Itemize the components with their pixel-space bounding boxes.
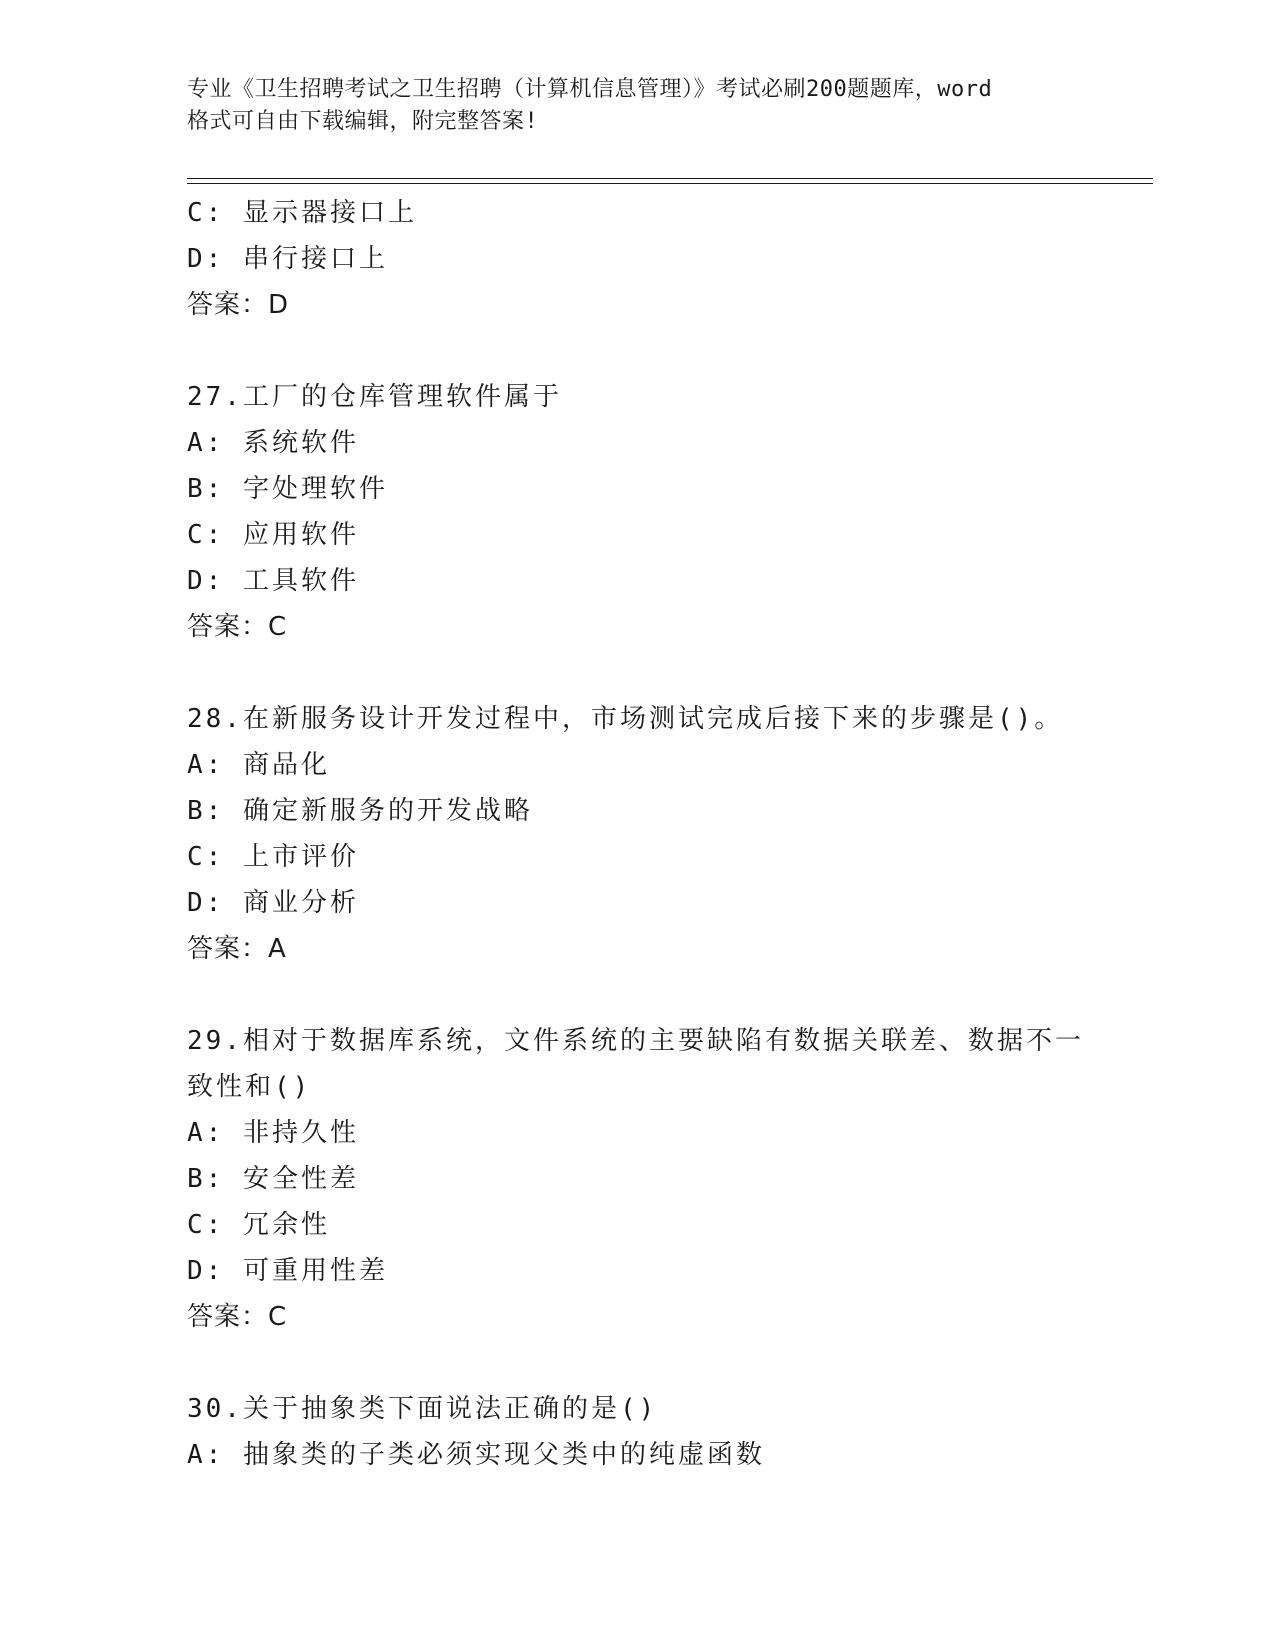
option-d: D: 工具软件	[187, 566, 359, 596]
option-b: B: 确定新服务的开发战略	[187, 796, 533, 826]
header-title-line-1: 专业《卫生招聘考试之卫生招聘（计算机信息管理）》考试必刷200题题库，word	[187, 77, 993, 102]
option-d: D: 串行接口上	[187, 244, 388, 274]
question-27	[187, 374, 1087, 650]
spacer	[187, 650, 1087, 696]
spacer	[187, 328, 1087, 374]
option-d: D: 商业分析	[187, 888, 359, 918]
question-stem-line-1: 29.相对于数据库系统，文件系统的主要缺陷有数据关联差、数据不一	[187, 1026, 1084, 1056]
question-26-tail	[187, 190, 1087, 328]
answer-line: 答案：D	[187, 290, 290, 320]
header-divider-bottom	[187, 183, 1153, 184]
question-list	[187, 190, 1087, 1478]
header-title-line-2: 格式可自由下载编辑，附完整答案!	[187, 109, 539, 134]
header-divider-top	[187, 178, 1153, 179]
option-c: C: 上市评价	[187, 842, 359, 872]
option-c: C: 应用软件	[187, 520, 359, 550]
option-a: A: 非持久性	[187, 1118, 359, 1148]
question-stem-line-2: 致性和()	[187, 1072, 312, 1102]
question-stem: 28.在新服务设计开发过程中，市场测试完成后接下来的步骤是()。	[187, 704, 1064, 734]
question-30	[187, 1386, 1087, 1478]
spacer	[187, 972, 1087, 1018]
question-stem: 27.工厂的仓库管理软件属于	[187, 382, 562, 412]
question-29	[187, 1018, 1087, 1340]
option-b: B: 安全性差	[187, 1164, 359, 1194]
answer-line: 答案：A	[187, 934, 287, 964]
question-stem: 30.关于抽象类下面说法正确的是()	[187, 1394, 658, 1424]
question-28	[187, 696, 1087, 972]
answer-line: 答案：C	[187, 1302, 288, 1332]
spacer	[187, 1340, 1087, 1386]
option-a: A: 系统软件	[187, 428, 359, 458]
option-a: A: 商品化	[187, 750, 330, 780]
option-c: C: 显示器接口上	[187, 198, 417, 228]
document-header	[187, 74, 1087, 138]
option-c: C: 冗余性	[187, 1210, 330, 1240]
option-a: A: 抽象类的子类必须实现父类中的纯虚函数	[187, 1440, 765, 1470]
answer-line: 答案：C	[187, 612, 288, 642]
option-d: D: 可重用性差	[187, 1256, 388, 1286]
option-b: B: 字处理软件	[187, 474, 388, 504]
